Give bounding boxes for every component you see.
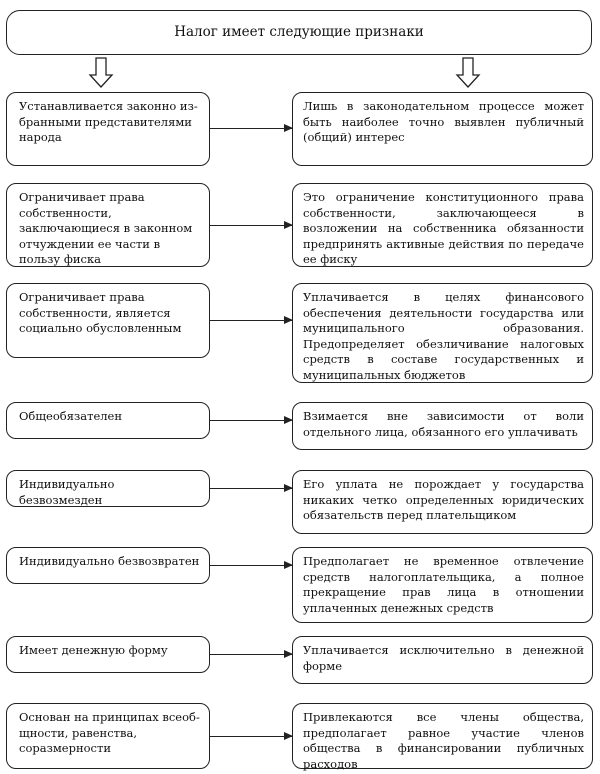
down-arrow-left: [90, 58, 112, 87]
connector-arrow-2: [210, 225, 292, 226]
explanation-box-6: Предполагает не временное отвлечение средств налогоплательщика, а полное прекращение прав лица в отношении уплаченных денежных средств: [292, 547, 593, 623]
explanation-box-2: Это ограничение конституционного права собственности, заключающееся в возложении на собственника обязанности предпринять активные действия по передаче ее фиску: [292, 183, 593, 267]
feature-box-2: Ограничивает права собственности, заключающиеся в законном отчуждении ее части в пользу фиска: [6, 183, 210, 267]
feature-box-5: Индивидуально безвозмезден: [6, 470, 210, 507]
explanation-box-7: Уплачивается исключительно в денежной форме: [292, 636, 593, 684]
connector-arrow-5: [210, 488, 292, 489]
connector-arrow-6: [210, 565, 292, 566]
connector-arrow-8: [210, 736, 292, 737]
connector-arrow-1: [210, 128, 292, 129]
explanation-box-3: Уплачивается в целях финансового обеспечения деятельности государства или муниципального образования. Предопределяет обезличивание налоговых средств в составе государственных и муниципальных бюджетов: [292, 283, 593, 383]
explanation-box-4: Взимается вне зависимости от воли отдельного лица, обязанного его уплачивать: [292, 402, 593, 450]
feature-box-4: Общеобязателен: [6, 402, 210, 439]
diagram-title: Налог имеет следующие признаки: [6, 10, 592, 55]
feature-box-6: Индивидуально безвозвратен: [6, 547, 210, 584]
feature-box-8: Основан на принципах всеобщности, равенства, соразмерности: [6, 703, 210, 769]
explanation-box-1: Лишь в законодательном процессе может быть наиболее точно выявлен публичный (общий) интерес: [292, 92, 593, 166]
connector-arrow-3: [210, 320, 292, 321]
down-arrow-right: [457, 58, 479, 87]
explanation-box-8: Привлекаются все члены общества, предполагает равное участие членов общества в финансировании публичных расходов: [292, 703, 593, 769]
explanation-box-5: Его уплата не порождает у государства никаких четко определенных юридических обязательств перед плательщиком: [292, 470, 593, 534]
feature-box-1: Устанавливается законно избранными представителями народа: [6, 92, 210, 166]
connector-arrow-7: [210, 654, 292, 655]
feature-box-3: Ограничивает права собственности, является социально обусловленным: [6, 283, 210, 358]
feature-box-7: Имеет денежную форму: [6, 636, 210, 673]
connector-arrow-4: [210, 420, 292, 421]
